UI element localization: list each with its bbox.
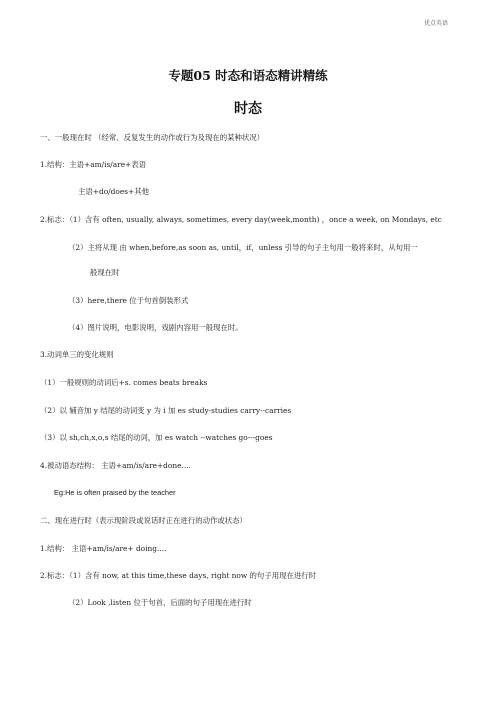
section-title: 时态: [234, 101, 262, 117]
text-line: 般现在时: [90, 268, 120, 277]
text-line: 3.动词单三的变化规则: [40, 350, 114, 359]
text-line: （2）Look ,listen 位于句首，后面的句子用现在进行时: [68, 598, 252, 607]
text-line: （2）主将从现 由 when,before,as soon as, until，if，unless 引导的句子主句用一般将来时，从句用一: [68, 243, 418, 252]
text-line: （2）以 辅音加 y 结尾的动词变 y 为 i 加 es study-studies carry--carries: [40, 406, 292, 415]
section-heading: 一、一般现在时 （经常、反复发生的动作或行为及现在的某种状况）: [40, 133, 265, 142]
header-brand: 优点英语: [423, 20, 448, 27]
text-line: （3）here,there 位于句首倒装形式: [68, 296, 189, 305]
example-line: Eg:He is often praised by the teacher: [54, 488, 176, 497]
text-line: （1）一般规则的动词后+s. comes beats breaks: [40, 378, 208, 387]
page-title: 专题05 时态和语态精讲精练: [168, 68, 328, 83]
text-line: （3）以 sh,ch,x,o,s 结尾的动词，加 es watch --watches go---goes: [40, 433, 273, 442]
text-line: 1.结构：主语+am/is/are+表语: [40, 160, 147, 169]
text-line: （4）图片说明，电影说明，戏剧内容用一般现在时。: [68, 323, 243, 332]
text-line: 2.标志：（1）含有 often, usually, always, sometimes, every day(week,month) ，once a week, on Mondays, etc: [40, 215, 442, 224]
text-line: 4.被动语态结构： 主语+am/is/are+done....: [40, 461, 191, 470]
section-heading: 二、现在进行时（表示现阶段或说话时正在进行的动作或状态）: [40, 516, 247, 525]
text-line: 主语+do/does+其他: [78, 187, 149, 196]
text-line: 2.标志：（1）含有 now, at this time,these days, right now 的句子用现在进行时: [40, 571, 317, 580]
text-line: 1.结构： 主语+am/is/are+ doing....: [40, 544, 167, 553]
